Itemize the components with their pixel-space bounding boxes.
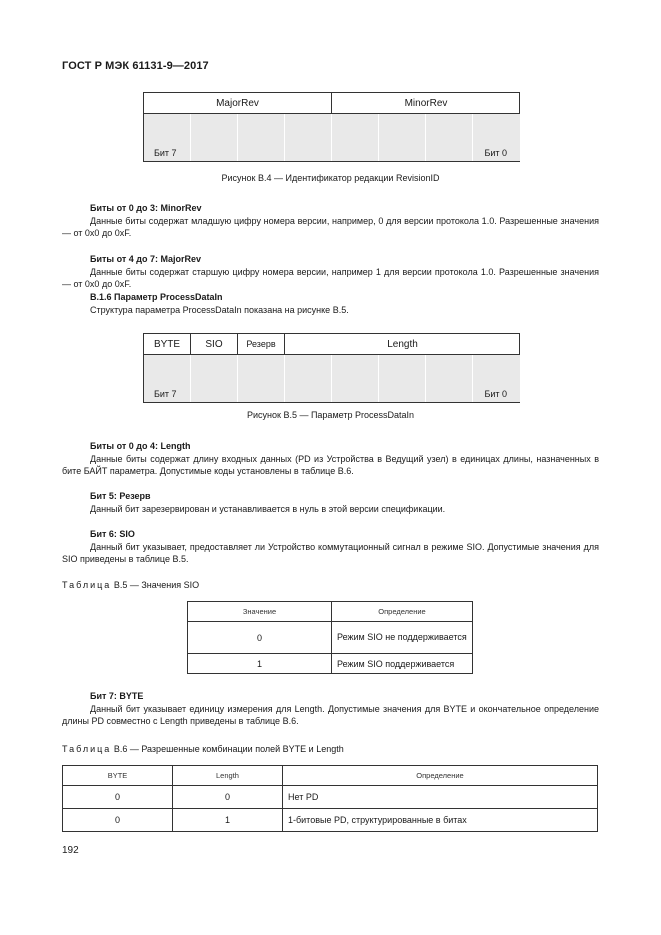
table-caption bbox=[62, 744, 344, 754]
bit-cell bbox=[285, 355, 332, 402]
figure-bit-row bbox=[144, 114, 519, 161]
figure-process-data-in bbox=[143, 333, 520, 403]
field-sio: SIO bbox=[191, 334, 238, 354]
bit-0-label: Бит 0 bbox=[484, 389, 507, 399]
field-reserve: Резерв bbox=[238, 334, 285, 354]
paragraph bbox=[62, 453, 599, 477]
table-cell: Режим SIO поддерживается bbox=[332, 654, 473, 674]
bit-cell bbox=[332, 114, 379, 161]
bit-7-label: Бит 7 bbox=[154, 389, 177, 399]
document-header: ГОСТ Р МЭК 61131-9—2017 bbox=[62, 60, 209, 72]
table-cell: 1-битовые PD, структурированные в битах bbox=[283, 809, 598, 832]
table-cell: Режим SIO не поддерживается bbox=[332, 622, 473, 654]
bit-cell bbox=[426, 355, 473, 402]
figure-header-row bbox=[144, 93, 519, 114]
table-row bbox=[188, 654, 473, 674]
section-heading: Биты от 4 до 7: MajorRev bbox=[90, 254, 202, 264]
figure-caption: Рисунок В.4 — Идентификатор редакции RevisionID bbox=[221, 173, 440, 183]
table-row bbox=[63, 809, 598, 832]
paragraph bbox=[62, 541, 599, 565]
table-sio-values bbox=[187, 601, 473, 674]
paragraph bbox=[62, 266, 599, 290]
paragraph bbox=[62, 304, 599, 316]
page-number: 192 bbox=[62, 845, 79, 856]
column-header: Значение bbox=[188, 602, 332, 622]
table-caption-prefix: Таблица bbox=[62, 744, 112, 754]
table-byte-length-combinations bbox=[62, 765, 598, 832]
bit-cell bbox=[426, 114, 473, 161]
paragraph bbox=[62, 503, 599, 515]
reserved-bit-cell bbox=[238, 355, 285, 402]
paragraph bbox=[62, 703, 599, 727]
bit-cell bbox=[191, 355, 238, 402]
section-heading: Биты от 0 до 3: MinorRev bbox=[90, 203, 202, 213]
paragraph-text: Данный бит зарезервирован и устанавливается в нуль в этой версии спецификации. bbox=[90, 504, 446, 514]
table-caption-text: В.6 — Разрешенные комбинации полей BYTE и Length bbox=[113, 744, 344, 754]
table-cell: Нет PD bbox=[283, 786, 598, 809]
table-cell: 1 bbox=[173, 809, 283, 832]
field-major-rev: MajorRev bbox=[144, 93, 332, 113]
table-header-row bbox=[63, 766, 598, 786]
paragraph-text: Структура параметра ProcessDataIn показана на рисунке В.5. bbox=[90, 305, 349, 315]
paragraph bbox=[62, 215, 599, 239]
figure-revision-id bbox=[143, 92, 520, 162]
figure-caption: Рисунок В.5 — Параметр ProcessDataIn bbox=[247, 410, 414, 420]
field-minor-rev: MinorRev bbox=[404, 97, 448, 109]
table-row bbox=[63, 786, 598, 809]
bit-0-label: Бит 0 bbox=[484, 148, 507, 158]
bit-cell bbox=[238, 114, 285, 161]
bit-cell bbox=[332, 355, 379, 402]
table-cell: 0 bbox=[173, 786, 283, 809]
column-header: BYTE bbox=[63, 766, 173, 786]
table-caption-text: В.5 — Значения SIO bbox=[113, 580, 200, 590]
table-caption bbox=[62, 580, 199, 590]
table-cell: 0 bbox=[188, 622, 332, 654]
table-header-row bbox=[188, 602, 473, 622]
table-cell: 0 bbox=[63, 809, 173, 832]
bit-cell bbox=[191, 114, 238, 161]
figure-bit-row bbox=[144, 355, 519, 402]
field-byte: BYTE bbox=[144, 334, 191, 354]
paragraph-text: Данные биты содержат длину входных данных (PD из Устройства в Ведущий узел) в единицах длины, назначенных в бите БАЙТ параметра. Допустимые коды установлены в таблице В.6. bbox=[62, 454, 599, 476]
table-cell: 1 bbox=[188, 654, 332, 674]
field-length: Length bbox=[387, 338, 418, 350]
column-header: Определение bbox=[332, 602, 473, 622]
section-heading: Бит 6: SIO bbox=[90, 529, 135, 539]
bit-7-label: Бит 7 bbox=[154, 148, 177, 158]
section-heading: Биты от 0 до 4: Length bbox=[90, 441, 191, 451]
bit-cell bbox=[285, 114, 332, 161]
paragraph-text: Данный бит указывает, предоставляет ли Устройство коммутационный сигнал в режиме SIO. Допустимые значения для SIO приведены в таблице В.5. bbox=[62, 542, 599, 564]
paragraph-text: Данные биты содержат младшую цифру номера версии, например, 0 для версии протокола 1.0. Разрешенные значения — от 0x0 до 0xF. bbox=[62, 216, 599, 238]
column-header: Length bbox=[173, 766, 283, 786]
paragraph-text: Данные биты содержат старшую цифру номера версии, например 1 для версии протокола 1.0. Разрешенные значения — от 0x0 до 0xF. bbox=[62, 267, 599, 289]
section-heading: Бит 5: Резерв bbox=[90, 491, 151, 501]
table-cell: 0 bbox=[63, 786, 173, 809]
bit-cell bbox=[379, 355, 426, 402]
section-heading: В.1.6 Параметр ProcessDataIn bbox=[90, 292, 223, 302]
table-row bbox=[188, 622, 473, 654]
paragraph-text: Данный бит указывает единицу измерения для Length. Допустимые значения для BYTE и окончательное определение длины PD совместно с Length приведены в таблице В.6. bbox=[62, 704, 599, 726]
section-heading: Бит 7: BYTE bbox=[90, 691, 144, 701]
column-header: Определение bbox=[283, 766, 598, 786]
table-caption-prefix: Таблица bbox=[62, 580, 112, 590]
bit-cell bbox=[379, 114, 426, 161]
figure-header-row bbox=[144, 334, 519, 355]
